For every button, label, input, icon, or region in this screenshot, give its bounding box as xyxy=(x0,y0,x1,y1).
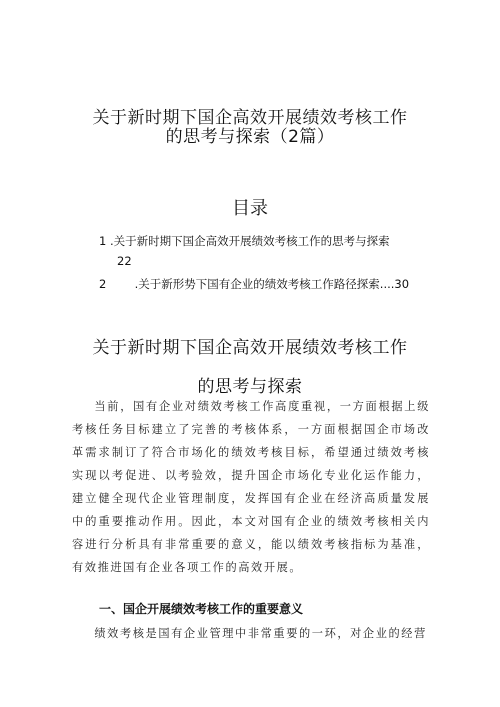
section-subheading: 一、国企开展绩效考核工作的重要意义 xyxy=(99,602,304,616)
body-paragraph-1: 当前，国有企业对绩效考核工作高度重视，一方面根据上级考核任务目标建立了完善的考核体系，一方面根据国企市场改革需求制订了符合市场化的绩效考核目标，希望通过绩效考核实现以考促进、以考验效，提升国企市场化专业化运作能力，建立健全现代企业管理制度，发挥国有企业在经济高质量发展中的重要推动作用。因此，本文对国有企业的绩效考核相关内容进行分析具有非常重要的意义，能以绩效考核指标为基准，有效推进国有企业各项工作的高效开展。 xyxy=(72,400,430,574)
toc-item-1-page: 22 xyxy=(117,254,132,268)
toc-heading: 目录 xyxy=(232,198,268,219)
section-title-line-2: 的思考与探索 xyxy=(197,377,303,397)
toc-item-1[interactable] xyxy=(99,233,390,249)
body-paragraph-2: 绩效考核是国有企业管理中非常重要的一环，对企业的经营 xyxy=(94,627,427,640)
toc-item-text: .关于新形势下国有企业的绩效考核工作路径探索....30 xyxy=(134,277,410,291)
document-title-line-1: 关于新时期下国企高效开展绩效考核工作 xyxy=(92,108,408,128)
document-title-line-2: 的思考与探索（2篇） xyxy=(165,127,335,147)
toc-item-number: 1 xyxy=(99,234,107,248)
section-title-line-1: 关于新时期下国企高效开展绩效考核工作 xyxy=(92,338,408,358)
toc-item-2[interactable] xyxy=(99,276,409,292)
toc-item-number: 2 xyxy=(99,277,107,291)
toc-item-text: .关于新时期下国企高效开展绩效考核工作的思考与探索 xyxy=(109,234,390,248)
